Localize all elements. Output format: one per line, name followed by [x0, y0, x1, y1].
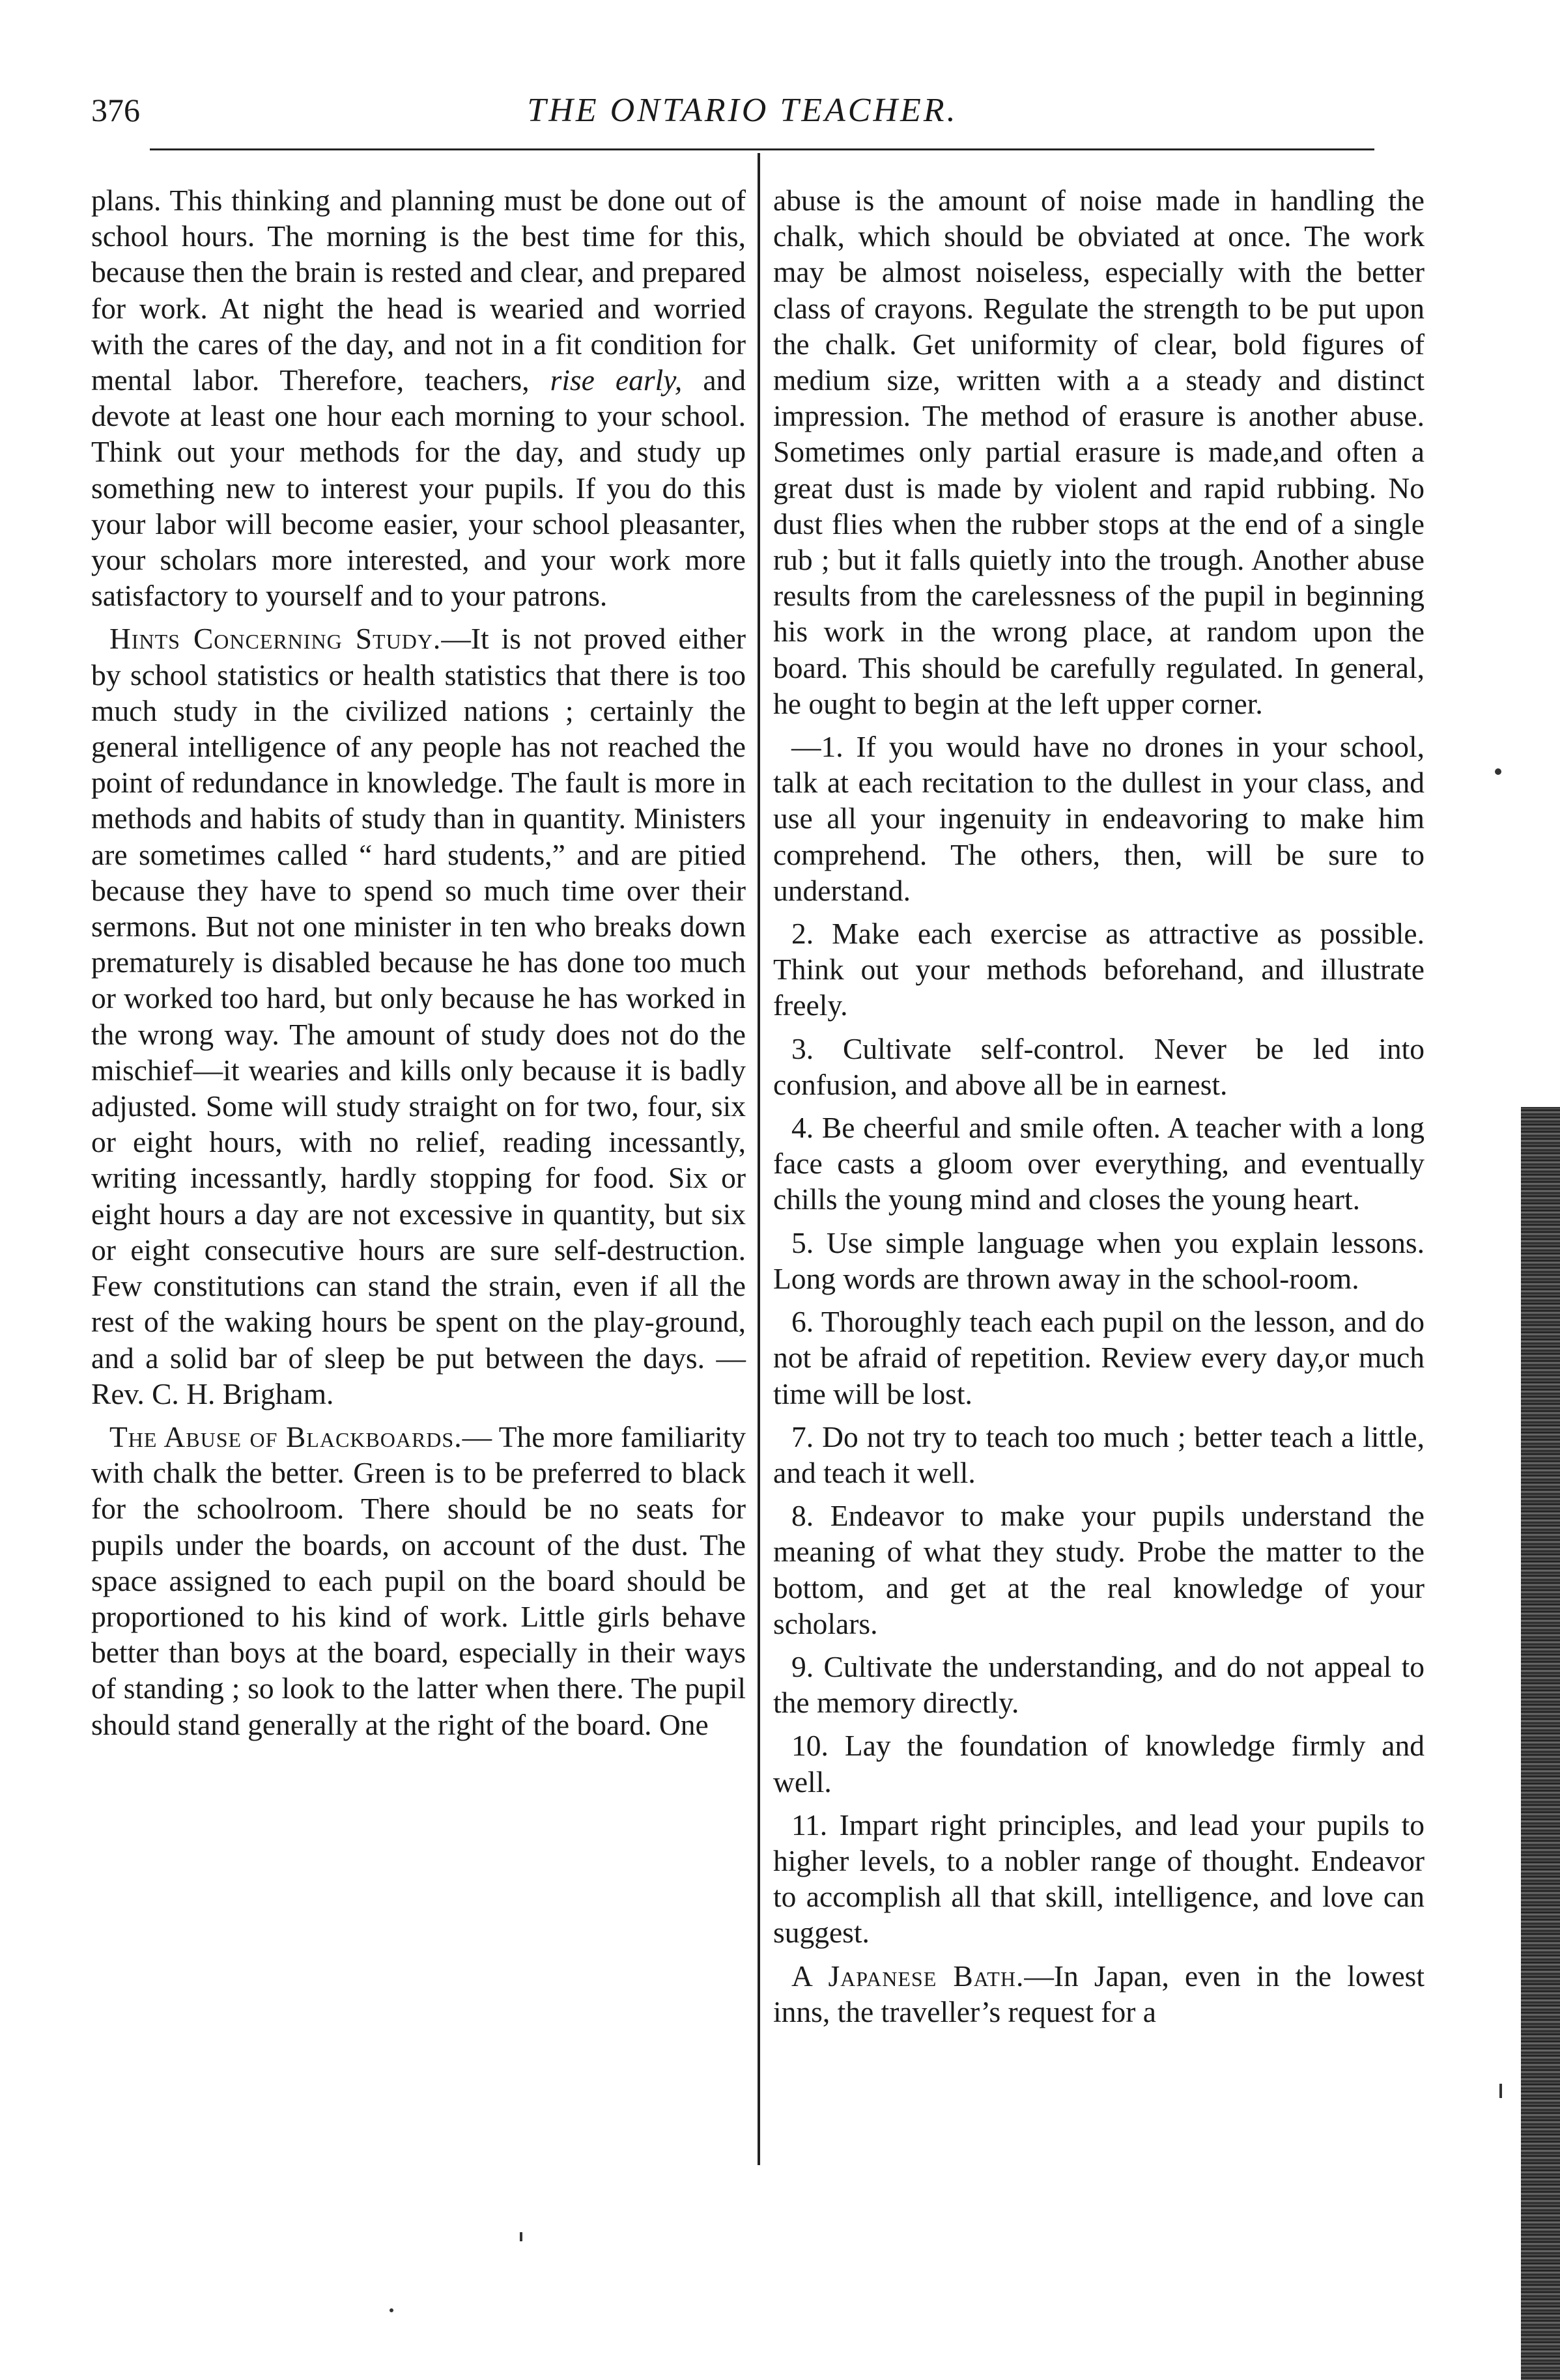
paragraph-japanese-bath: A Japanese Bath.—In Japan, even in the lowest inns, the traveller’s request for a: [773, 1959, 1425, 2028]
list-item-2: 2. Make each exercise as attractive as possible. Think out your methods beforehand, and illustrate freely.: [773, 917, 1425, 1022]
right-column: [773, 182, 1425, 2037]
emphasis-rise-early: rise early,: [550, 363, 683, 397]
scan-speck: [1499, 2084, 1502, 2098]
list-item-1: —1. If you would have no drones in your school, talk at each recitation to the dullest in your class, and use all your ingenuity in endeavoring to make him comprehend. The others, then, will be sure to understand.: [773, 730, 1425, 907]
list-item-6: 6. Thoroughly teach each pupil on the lesson, and do not be afraid of repetition. Review every day,or much time will be lost.: [773, 1305, 1425, 1410]
list-item-10: 10. Lay the foundation of knowledge firmly and well.: [773, 1729, 1425, 1799]
scan-speck: [520, 2232, 522, 2241]
list-item-5: 5. Use simple language when you explain lessons. Long words are thrown away in the school-room.: [773, 1225, 1425, 1295]
paragraph-plans: plans. This thinking and planning must be done out of school hours. The morning is the best time for this, because then the brain is rested and clear, and prepared for work. At night the head is wearied and worried with the cares of the day, and not in a fit condition for mental labor. Therefore, teachers, rise early, and devote at least one hour each morning to your school. Think out your methods for the day, and study up something new to interest your pupils. If you do this your labor will become easier, your school pleasanter, your scholars more interested, and your work more satisfactory to yourself and to your patrons.: [91, 184, 746, 613]
running-title: THE ONTARIO TEACHER.: [527, 92, 958, 129]
paragraph-abuse-of-blackboards: The Abuse of Blackboards.— The more familiarity with chalk the better. Green is to be preferred to black for the schoolroom. There should be no seats for pupils under the boards, on account of the dust. The space assigned to each pupil on the board should be proportioned to his kind of work. Little girls behave better than boys at the board, especially in their ways of standing ; so look to the latter when there. The pupil should stand generally at the right of the board. One: [91, 1420, 746, 1741]
list-item-7: 7. Do not try to teach too much ; better teach a little, and teach it well.: [773, 1420, 1425, 1489]
list-item-8: 8. Endeavor to make your pupils understand the meaning of what they study. Probe the matter to the bottom, and get at the real knowledge of your scholars.: [773, 1499, 1425, 1640]
paragraph-hints-concerning-study: Hints Concerning Study.—It is not proved either by school statistics or health statistics that there is too much study in the civilized nations ; certainly the general intelligence of any people has not reached the point of redundance in knowledge. The fault is more in methods and habits of study than in quantity. Ministers are sometimes called “ hard students,” and are pitied because they have to spend so much time over their sermons. But not one minister in ten who breaks down prematurely is disabled because he has done too much or worked too hard, but only because he has worked in the wrong way. The amount of study does not do the mischief—it wearies and kills only because it is badly adjusted. Some will study straight on for two, four, six or eight hours, with no relief, reading incessantly, writing incessantly, hardly stopping for food. Six or eight hours a day are not excessive in quantity, but six or eight consecutive hours are sure self-destruction. Few constitutions can stand the strain, even if all the rest of the waking hours be spent on the play-ground, and a solid bar of sleep be put between the days. —Rev. C. H. Brigham.: [91, 622, 746, 1410]
list-item-9: 9. Cultivate the understanding, and do not appeal to the memory directly.: [773, 1649, 1425, 1720]
scan-speck: [1495, 768, 1501, 775]
header-rule: [150, 148, 1374, 150]
list-item-3: 3. Cultivate self-control. Never be led into confusion, and above all be in earnest.: [773, 1031, 1425, 1101]
list-item-11: 11. Impart right principles, and lead your pupils to higher levels, to a nobler range of thought. Endeavor to accomplish all that skill, intelligence, and love can suggest.: [773, 1808, 1425, 1950]
list-item-4: 4. Be cheerful and smile often. A teacher with a long face casts a gloom over everything, and eventually chills the young mind and closes the young heart.: [773, 1111, 1425, 1216]
section-heading-hints-study: Hints Concerning Study.: [109, 622, 442, 656]
paragraph-chalk-abuse: abuse is the amount of noise made in handling the chalk, which should be obviated at once. The work may be almost noiseless, especially with the better class of crayons. Regulate the strength to be put upon the chalk. Get uniformity of clear, bold figures of medium size, written with a a steady and distinct impression. The method of erasure is another abuse. Sometimes only partial erasure is made,and often a great dust is made by violent and rapid rubbing. No dust flies when the rubber stops at the end of a single rub ; but it falls quietly into the trough. Another abuse results from the carelessness of the pupil in beginning his work in the wrong place, at random upon the board. This should be carefully regulated. In general, he ought to begin at the left upper corner.: [773, 184, 1425, 720]
column-divider: [758, 153, 760, 2165]
signature-brigham: —Rev. C. H. Brigham.: [91, 1341, 746, 1410]
scan-edge-artifact: [1521, 1107, 1560, 2380]
page-header: [91, 85, 1394, 143]
section-heading-blackboards: The Abuse of Blackboards.: [109, 1420, 462, 1453]
page-number: 376: [91, 92, 140, 128]
section-heading-japanese-bath: A Japanese Bath.: [791, 1959, 1025, 1993]
scan-speck: [390, 2308, 393, 2312]
left-column: [91, 182, 746, 1750]
